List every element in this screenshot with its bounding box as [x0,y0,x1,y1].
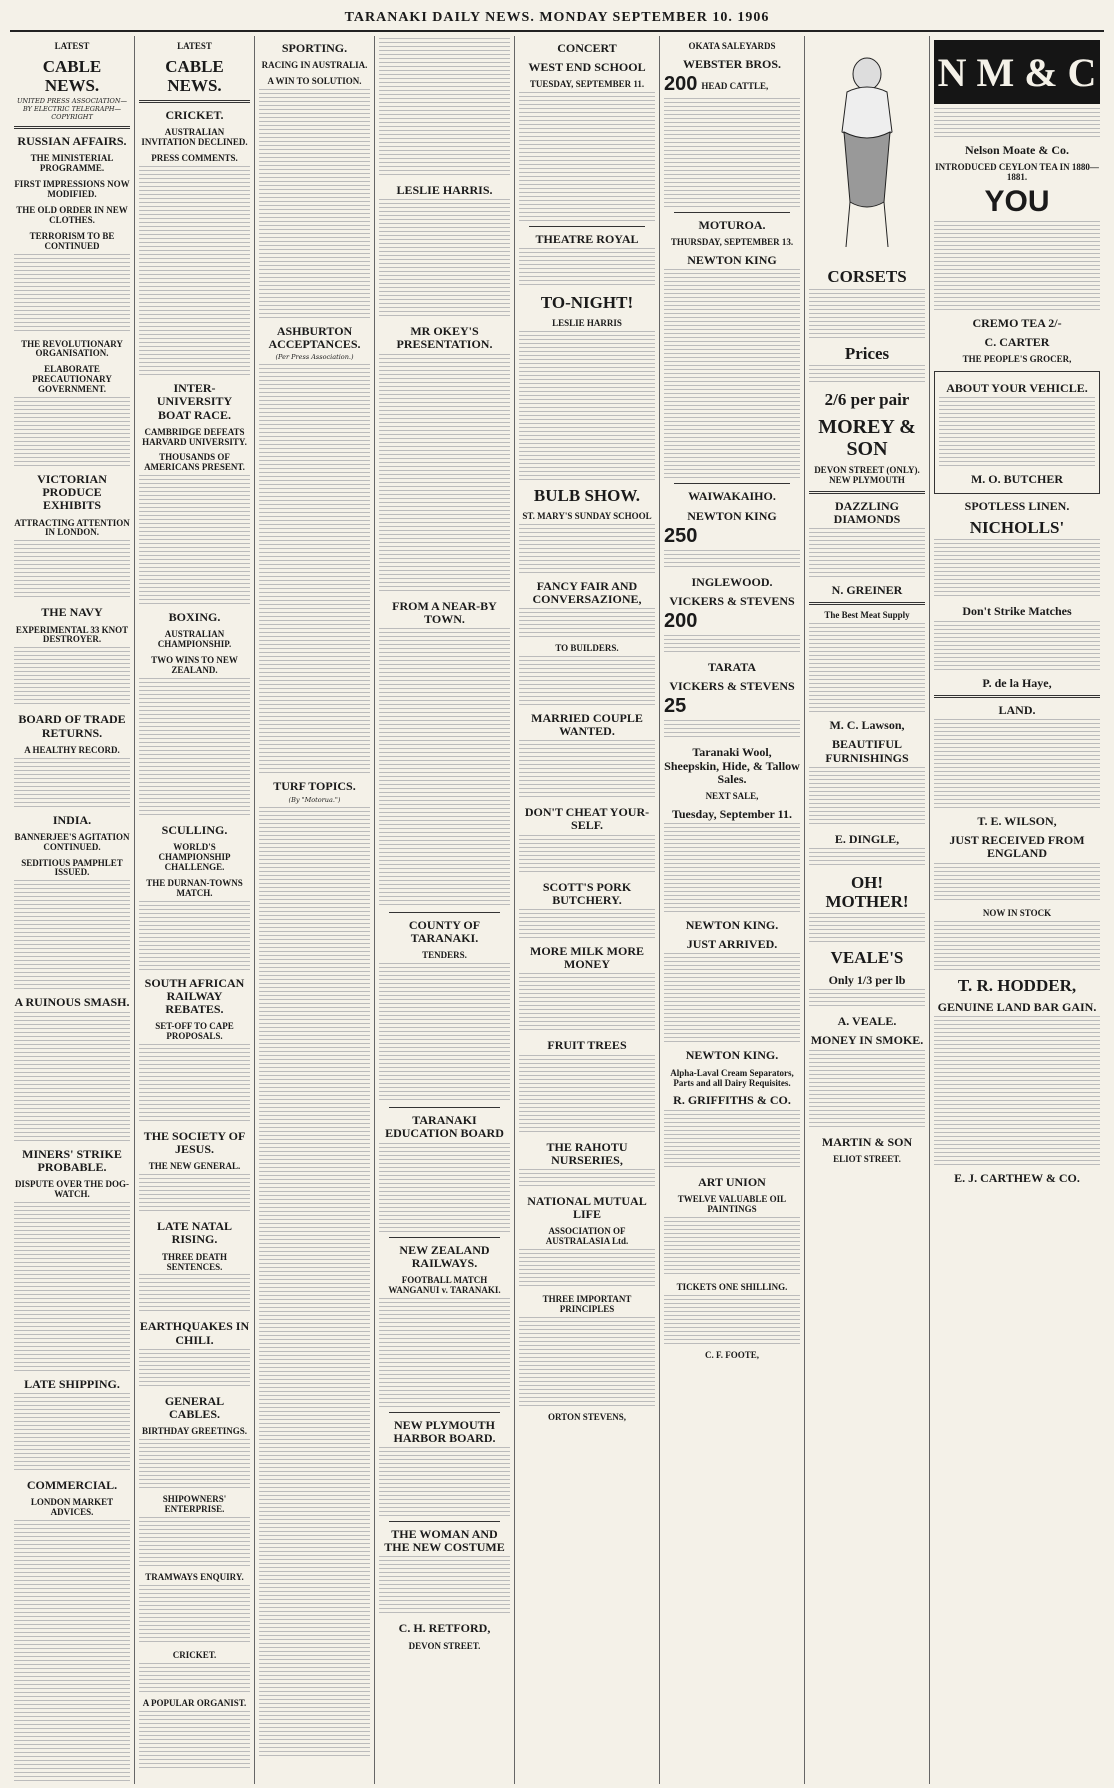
article-text [139,1274,250,1314]
morey-son: MOREY & SON [818,416,916,461]
heading-boat-race: INTER-UNIVERSITY BOAT RACE. [156,381,233,422]
head-count: 25 [664,695,687,718]
advert-text [664,550,800,570]
press-association-note: (Per Press Association.) [275,353,354,362]
nelson-moate: Nelson Moate & Co. [965,143,1069,157]
heading-ruinous-smash: A RUINOUS SMASH. [14,995,130,1010]
orton-stevens: ORTON STEVENS, [547,1411,627,1422]
subheading: BANNERJEE'S AGITATION CONTINUED. [14,831,130,852]
article-text [14,1202,130,1372]
article-text [14,1520,130,1784]
divider [809,491,925,494]
scotts-pork: SCOTT'S PORK BUTCHERY. [542,879,632,907]
advert-text [664,269,800,479]
divider [389,1237,500,1238]
advert-text [934,108,1100,138]
article-text [379,628,510,908]
heading-sporting: SPORTING. [281,41,348,55]
per-pair-price: 2/6 per pair [824,390,910,410]
article-text [14,1012,130,1142]
article-text [139,1517,250,1567]
advert-text [519,1169,655,1189]
heading-late-natal-rising: LATE NATAL RISING. [156,1219,232,1247]
subheading: BIRTHDAY GREETINGS. [141,1426,248,1437]
heading-miners-strike: MINERS' STRIKE PROBABLE. [22,1146,122,1174]
heading-boxing: BOXING. [168,610,221,625]
divider [529,226,645,227]
divider [674,483,790,484]
subheading: NEXT SALE, [705,791,759,802]
advert-text [519,1249,655,1289]
vehicle-ad [934,371,1100,493]
heading-corsets: CORSETS [827,267,907,286]
article-text [139,166,250,376]
tickets-line: TICKETS ONE SHILLING. [676,1281,788,1292]
vickers-stevens: VICKERS & STEVENS [669,679,795,694]
heading-just-received: JUST RECEIVED FROM ENGLAND [949,833,1085,861]
article-text [14,540,130,600]
divider [389,912,500,913]
heading-earthquakes-chili: EARTHQUAKES IN CHILI. [139,1319,250,1347]
heading-tarata: TARATA [708,660,756,675]
subheading: TENDERS. [422,950,467,961]
heading-south-african-railway: SOUTH AFRICAN RAILWAY REBATES. [144,975,245,1017]
heading-land: LAND. [998,702,1036,717]
to-night-heading: TO-NIGHT! [540,293,634,313]
heading-education-board: TARANAKI EDUCATION BOARD [385,1113,504,1141]
subheading: ASSOCIATION OF AUSTRALASIA Ltd. [545,1226,629,1247]
advert-text [809,913,925,943]
subheading: THREE DEATH SENTENCES. [161,1251,228,1272]
column-3 [255,36,375,1784]
subheading: THE NEW GENERAL. [148,1161,241,1172]
wilson: T. E. WILSON, [977,814,1057,829]
advert-text [664,635,800,655]
subheading: A HEALTHY RECORD. [24,744,120,755]
subheading: TERRORISM TO BE CONTINUED [29,230,115,251]
head-count: 250 [664,524,698,547]
advert-text [379,963,510,1103]
subheading: ELABORATE PRECAUTIONARY GOVERNMENT. [32,364,112,395]
heading-turf-topics: TURF TOPICS. [273,779,356,794]
advert-text [519,1317,655,1407]
advert-text [664,98,800,208]
heading-victorian-produce: VICTORIAN PRODUCE EXHIBITS [37,472,107,513]
head-cattle-label: HEAD CATTLE, [701,80,769,91]
article-text [139,1349,250,1389]
heading-three-principles: THREE IMPORTANT PRINCIPLES [542,1294,632,1314]
subheading: AUSTRALIAN INVITATION DECLINED. [141,127,248,148]
advert-text [809,623,925,713]
subheading: SEDITIOUS PAMPHLET ISSUED. [21,857,123,878]
price-per-lb: Only 1/3 per lb [828,973,906,988]
advert-text [664,953,800,1043]
subheading: SET-OFF TO CAPE PROPOSALS. [155,1021,234,1042]
column-8 [930,36,1104,1784]
you-heading: YOU [984,184,1050,218]
cattle-offer [664,73,800,96]
heading-rahotu-nurseries: THE RAHOTU NURSERIES, [546,1139,628,1167]
heading-society-of-jesus: THE SOCIETY OF JESUS. [143,1128,246,1157]
dingle: E. DINGLE, [834,831,900,846]
article-text [259,807,370,1757]
advert-text [934,221,1100,311]
advert-text [664,823,800,913]
heading-the-navy: THE NAVY [41,605,103,620]
heading-land-bargain: GENUINE LAND BAR GAIN. [937,1000,1097,1015]
heading-okey-presentation: MR OKEY'S PRESENTATION. [396,324,493,352]
just-arrived: JUST ARRIVED. [686,937,778,952]
subheading: RACING IN AUSTRALIA. [261,60,368,71]
lawson: M. C. Lawson, [829,718,905,733]
advert-text [934,1016,1100,1166]
article-text [259,364,370,774]
heading-sculling: SCULLING. [161,823,228,837]
heading-near-by-town: FROM A NEAR-BY TOWN. [392,598,497,626]
advert-text [379,1447,510,1517]
ceylon-tea-line: INTRODUCED CEYLON TEA IN 1880—1881. [935,162,1099,183]
veales: VEALE'S [830,948,904,968]
advert-text [379,1298,510,1408]
advert-text [934,621,1100,671]
article-text [139,1044,250,1124]
head-count: 200 [664,610,698,633]
subheading: A WIN TO SOLUTION. [267,76,362,87]
carter: C. CARTER [984,335,1050,350]
divider [389,1107,500,1108]
heading-ashburton-acceptances: ASHBURTON ACCEPTANCES. [268,323,361,352]
subheading: WORLD'S CHAMPIONSHIP CHALLENGE. [158,842,231,872]
subheading: SHIPOWNERS' ENTERPRISE. [162,1494,227,1514]
latest-label: LATEST [177,41,212,51]
advert-text [809,1050,925,1130]
article-text [379,199,510,319]
heading-furnishings: BEAUTIFUL FURNISHINGS [825,737,909,765]
subheading: CRICKET. [172,1649,217,1660]
heading-india: INDIA. [52,812,92,827]
subheading: THE MINISTERIAL PROGRAMME. [30,153,114,174]
advert-text [519,248,655,288]
cable-news-heading: CABLE NEWS. [42,56,102,95]
heading-wool-sales: Taranaki Wool, Sheepskin, Hide, & Tallow Sales. [664,745,800,786]
column-6 [660,36,805,1784]
article-text [379,354,510,594]
advert-text [379,1143,510,1233]
subheading: LESLIE HARRIS [552,318,622,329]
corset-illustration [809,42,925,262]
retford-address: DEVON STREET. [408,1640,481,1651]
subheading: FIRST IMPRESSIONS NOW MODIFIED. [14,179,130,200]
carthew-co: E. J. CARTHEW & CO. [954,1171,1080,1186]
de-la-haye: P. de la Haye, [982,675,1052,690]
cable-subheading: UNITED PRESS ASSOCIATION—BY ELECTRIC TELEGRAPH—COPYRIGHT [16,97,128,122]
divider [389,1412,500,1413]
greiner: N. GREINER [831,583,903,598]
heading-fruit-trees: FRUIT TREES [547,1038,627,1053]
subheading: THE OLD ORDER IN NEW CLOTHES. [16,205,128,225]
newton-king: NEWTON KING [687,253,777,268]
article-text [139,475,250,605]
subheading: TRAMWAYS ENQUIRY. [145,1571,244,1582]
heading-inglewood: INGLEWOOD. [691,574,773,589]
heading-dont-cheat: DON'T CHEAT YOUR-SELF. [524,805,650,833]
nmc-logo: N M & C [934,40,1100,104]
masthead: TARANAKI DAILY NEWS. MONDAY SEPTEMBER 10. 1906 [10,6,1104,32]
heading-board-of-trade: BOARD OF TRADE RETURNS. [18,712,126,740]
article-text [259,89,370,319]
subheading: ATTRACTING ATTENTION IN LONDON. [14,517,130,538]
heading-late-shipping: LATE SHIPPING. [24,1376,120,1391]
heading-russian-affairs: RUSSIAN AFFAIRS. [17,134,127,149]
subheading: Tuesday, September 11. [671,806,793,821]
heading-leslie-harris: LESLIE HARRIS. [396,183,493,197]
subheading: TWO WINS TO NEW ZEALAND. [151,655,238,676]
advert-text [519,608,655,638]
article-text [139,1439,250,1489]
subheading: THE DURNAN-TOWNS MATCH. [146,877,243,898]
nicholls: NICHOLLS' [969,517,1065,537]
heading-meat-supply: The Best Meat Supply [824,610,910,621]
corset-icon [822,52,912,252]
newton-king: NEWTON KING [687,508,777,523]
morey-address: DEVON STREET (ONLY). NEW PLYMOUTH [814,465,920,485]
latest-label: LATEST [54,41,90,51]
article-text [139,901,250,971]
advert-text [809,365,925,385]
advert-text [519,331,655,481]
advert-text [664,1295,800,1345]
subheading: THURSDAY, SEPTEMBER 13. [670,237,794,248]
advert-text [934,719,1100,809]
griffiths-co: R. GRIFFITHS & CO. [673,1093,791,1108]
heading-more-milk: MORE MILK MORE MONEY [530,944,644,972]
subheading: TUESDAY, SEPTEMBER 11. [529,79,645,90]
advert-text [664,1110,800,1170]
article-text [14,397,130,467]
hodder: T. R. HODDER, [957,975,1077,995]
advert-text [519,973,655,1033]
heading-theatre-royal: THEATRE ROYAL [535,232,639,247]
advert-text [939,397,1095,467]
heading-okata-saleyards: OKATA SALEYARDS [688,41,776,51]
subheading: FOOTBALL MATCH WANGANUI v. TARANAKI. [388,1274,501,1295]
subheading: CAMBRIDGE DEFEATS HARVARD UNIVERSITY. [142,426,247,447]
article-text [139,1174,250,1214]
advert-text [519,909,655,939]
advert-text [519,835,655,875]
heading-dazzling-diamonds: DAZZLING DIAMONDS [833,498,901,527]
advert-text [519,92,655,222]
subheading: THOUSANDS OF AMERICANS PRESENT. [144,452,245,473]
article-text [379,38,510,178]
heading-to-builders: TO BUILDERS. [555,642,619,653]
column-7 [805,36,930,1784]
heading-concert: CONCERT [557,41,617,55]
divider [139,100,250,103]
subheading: TWELVE VALUABLE OIL PAINTINGS [677,1193,787,1214]
subheading: EXPERIMENTAL 33 KNOT DESTROYER. [15,624,129,645]
subheading: ST. MARY'S SUNDAY SCHOOL [522,510,652,521]
retford-name: C. H. RETFORD, [398,1621,491,1636]
separators-heading: Alpha-Laval Cream Separators, Parts and all Dairy Requisites. [670,1067,794,1088]
divider [809,602,925,605]
article-text [139,678,250,818]
heading-new-costume: THE WOMAN AND THE NEW COSTUME [384,1527,505,1555]
column-5 [515,36,660,1784]
heading-moturoa: MOTUROA. [698,218,766,233]
vickers-stevens: VICKERS & STEVENS [669,593,795,608]
article-text [139,1663,250,1693]
advert-text [379,1556,510,1616]
heading-harbor-board: NEW PLYMOUTH HARBOR BOARD. [393,1417,496,1445]
subheading: THE REVOLUTIONARY ORGANISATION. [21,338,123,359]
subheading: LONDON MARKET ADVICES. [30,1497,114,1517]
martin-address: ELIOT STREET. [833,1153,901,1164]
advert-text [809,289,925,339]
cable-news-heading: CABLE NEWS. [165,56,224,95]
advert-text [809,528,925,578]
advert-text [664,720,800,740]
peoples-grocer: THE PEOPLE'S GROCER, [962,354,1072,365]
divider [674,212,790,213]
subheading: AUSTRALIAN CHAMPIONSHIP. [157,629,232,650]
divider [389,1521,500,1522]
heading-county-taranaki: COUNTY OF TARANAKI. [408,917,481,946]
head-count: 200 [664,73,698,96]
advert-text [519,740,655,800]
heading-oh-mother: OH! MOTHER! [825,873,909,911]
column-1 [10,36,135,1784]
divider [934,695,1100,698]
article-text [139,1585,250,1645]
heading-national-mutual: NATIONAL MUTUAL LIFE [527,1193,647,1222]
webster-bros: WEBSTER BROS. [682,56,782,71]
subheading: A POPULAR ORGANIST. [142,1697,247,1708]
article-text [14,880,130,990]
byline: (By "Motorua.") [288,795,341,804]
newton-king: NEWTON KING. [685,918,779,933]
divider [14,126,130,129]
subheading: DISPUTE OVER THE DOG-WATCH. [14,1178,130,1199]
heading-waiwakaiho: WAIWAKAIHO. [688,489,776,504]
heading-bulb-show: BULB SHOW. [533,486,641,506]
advert-text [519,1055,655,1135]
newton-king: NEWTON KING. [685,1048,779,1063]
heading-cricket: CRICKET. [165,108,224,123]
subheading: PRESS COMMENTS. [151,153,238,164]
article-text [14,758,130,808]
butcher-name: M. O. BUTCHER [970,472,1063,487]
article-text [14,1393,130,1473]
advert-text [934,921,1100,971]
column-2 [135,36,255,1784]
heading-art-union: ART UNION [698,1174,766,1189]
cremo-tea: CREMO TEA 2/- [972,315,1062,330]
heading-commercial: COMMERCIAL. [26,1477,118,1492]
heading-spotless-linen: SPOTLESS LINEN. [964,498,1070,513]
article-text [14,254,130,334]
heading-vehicle: ABOUT YOUR VEHICLE. [946,381,1088,396]
subheading: WEST END SCHOOL [528,60,646,75]
advert-text [809,848,925,868]
article-text [139,1711,250,1771]
advert-text [519,656,655,706]
article-text [14,647,130,707]
martin-son: MARTIN & SON [821,1134,913,1149]
veale-name: A. VEALE. [837,1014,897,1029]
heading-fancy-fair: FANCY FAIR AND CONVERSAZIONE, [532,578,642,606]
prices-heading: Prices [844,343,890,363]
heading-nz-railways: NEW ZEALAND RAILWAYS. [399,1242,490,1270]
column-4 [375,36,515,1784]
advert-text [934,539,1100,599]
heading-money-smoke: MONEY IN SMOKE. [810,1033,924,1048]
foote-signature: C. F. FOOTE, [705,1349,759,1360]
advert-text [934,863,1100,903]
advert-text [809,767,925,827]
heading-married-couple: MARRIED COUPLE WANTED. [531,710,643,739]
advert-text [519,524,655,574]
now-in-stock: NOW IN STOCK [982,907,1052,918]
heading-general-cables: GENERAL CABLES. [164,1393,225,1421]
heading-dont-strike: Don't Strike Matches [962,604,1072,619]
advert-text [809,989,925,1009]
columns [10,36,1104,1784]
advert-text [664,1217,800,1277]
